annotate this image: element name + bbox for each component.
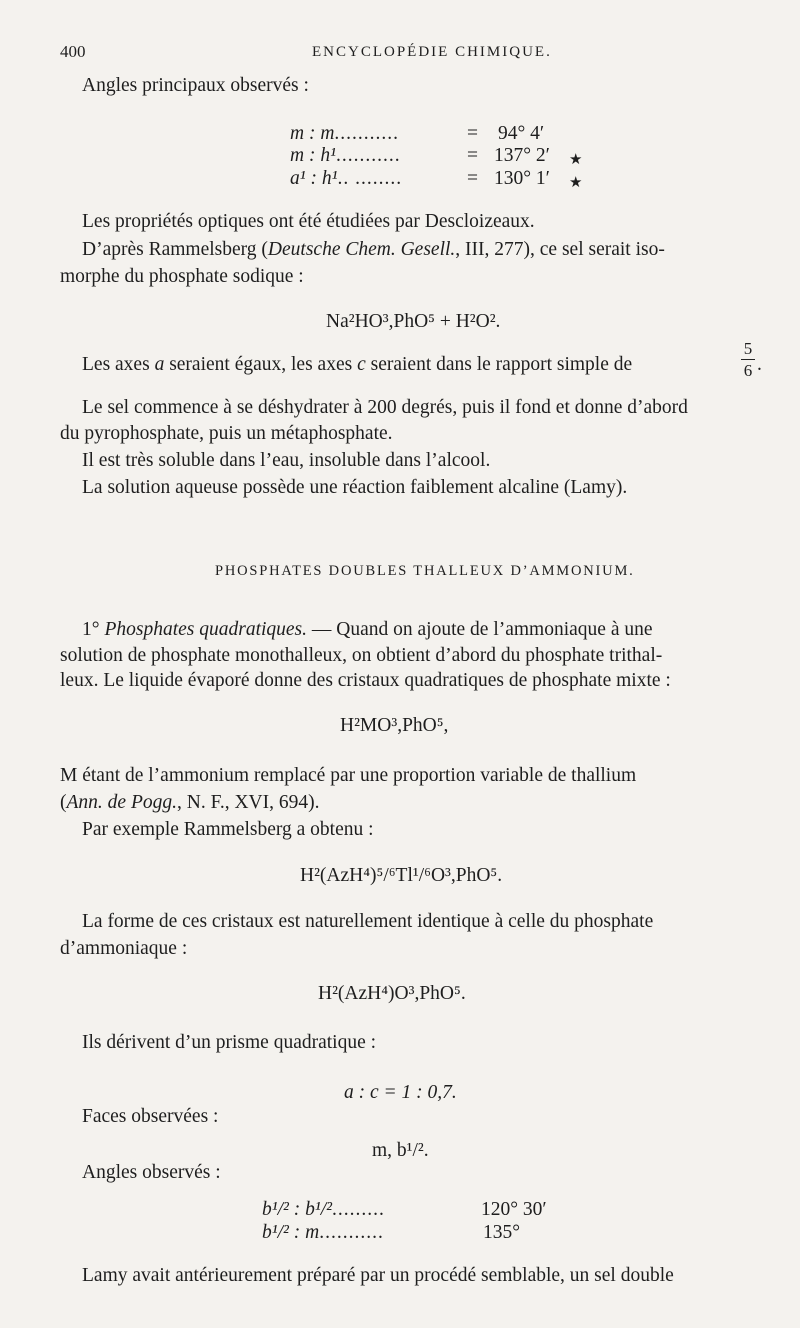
fraction-denominator: 6: [743, 361, 753, 380]
text-line: Lamy avait antérieurement préparé par un procédé semblable, un sel double: [82, 1265, 674, 1286]
text-line: Ils dérivent d’un prisme quadratique :: [82, 1032, 377, 1053]
leader-dots: .........: [331, 1199, 385, 1220]
leader-dots: ...........: [335, 145, 401, 166]
fraction-period: .: [757, 354, 762, 375]
text-line: Par exemple Rammelsberg a obtenu :: [82, 819, 374, 840]
angle-row: [262, 1200, 385, 1220]
running-title: ENCYCLOPÉDIE CHIMIQUE.: [312, 44, 552, 60]
text-line: Les propriétés optiques ont été étudiées par Descloizeaux.: [82, 211, 535, 232]
formula: Na²HO³,PhO⁵ + H²O².: [326, 311, 501, 332]
angle-row: [290, 124, 399, 144]
leader-dots: ...........: [319, 1222, 384, 1243]
fraction-bar: [741, 359, 755, 360]
citation: Deutsche Chem. Gesell.: [267, 239, 456, 260]
angles-label: Angles observés :: [82, 1162, 221, 1183]
text-line: morphe du phosphate sodique :: [60, 266, 304, 287]
text-line: La solution aqueuse possède une réaction faiblement alcaline (Lamy).: [82, 477, 628, 498]
text-line: Le sel commence à se déshydrater à 200 degrés, puis il fond et donne d’abord: [82, 397, 688, 418]
angle-value: 120° 30′: [481, 1199, 547, 1220]
section-title: PHOSPHATES DOUBLES THALLEUX D’AMMONIUM.: [215, 563, 635, 579]
text-line: D’après Rammelsberg (Deutsche Chem. Gesell., III, 277), ce sel serait iso-: [82, 239, 665, 260]
angle-pair: a¹ : h¹: [290, 168, 338, 189]
leader-dots: ...........: [334, 123, 400, 144]
angle-value: 135°: [483, 1222, 521, 1243]
text-line: Il est très soluble dans l’eau, insoluble dans l’alcool.: [82, 450, 491, 471]
equals-sign: =: [467, 168, 478, 189]
formula: H²(AzH⁴)⁵/⁶Tl¹/⁶O³,PhO⁵.: [300, 865, 503, 886]
text-line: M étant de l’ammonium remplacé par une proportion variable de thallium: [60, 765, 637, 786]
angle-pair: m : h¹: [290, 145, 336, 166]
text-line: leux. Le liquide évaporé donne des cristaux quadratiques de phosphate mixte :: [60, 670, 671, 691]
text-line: du pyrophosphate, puis un métaphosphate.: [60, 423, 393, 444]
angle-pair: b¹/² : m: [262, 1222, 320, 1243]
fraction: [740, 340, 756, 379]
leader-dots: .. ........: [337, 168, 403, 189]
equals-sign: =: [467, 145, 478, 166]
citation: Ann. de Pogg.: [66, 792, 177, 813]
angle-pair: b¹/² : b¹/²: [262, 1199, 332, 1220]
star-icon: ★: [569, 175, 583, 191]
angle-row: [290, 146, 401, 166]
angle-value: 137° 2′: [494, 145, 550, 166]
text-line: (Ann. de Pogg., N. F., XVI, 694).: [60, 792, 320, 813]
angle-row: [262, 1223, 384, 1243]
axis-ratio: a : c = 1 : 0,7.: [344, 1082, 457, 1103]
angle-pair: m : m: [290, 123, 335, 144]
angle-row: [290, 169, 402, 189]
angle-value: 94° 4′: [498, 123, 545, 144]
angles-principaux-intro: Angles principaux observés :: [82, 75, 309, 96]
text-line: 1° Phosphates quadratiques. — Quand on ajoute de l’ammoniaque à une: [82, 619, 653, 640]
faces-value: m, b¹/².: [372, 1140, 429, 1161]
angle-value: 130° 1′: [494, 168, 550, 189]
text-line: d’ammoniaque :: [60, 938, 188, 959]
subsection-title: Phosphates quadratiques.: [104, 619, 308, 640]
formula: H²MO³,PhO⁵,: [340, 715, 449, 736]
text-line: Les axes a seraient égaux, les axes c seraient dans le rapport simple de: [82, 354, 633, 375]
faces-label: Faces observées :: [82, 1106, 219, 1127]
equals-sign: =: [467, 123, 478, 144]
star-icon: ★: [569, 152, 583, 168]
formula: H²(AzH⁴)O³,PhO⁵.: [318, 983, 466, 1004]
page-number: 400: [60, 42, 86, 61]
text-line: La forme de ces cristaux est naturellement identique à celle du phosphate: [82, 911, 654, 932]
fraction-numerator: 5: [743, 339, 753, 358]
text-line: solution de phosphate monothalleux, on obtient d’abord du phosphate trithal-: [60, 645, 663, 666]
